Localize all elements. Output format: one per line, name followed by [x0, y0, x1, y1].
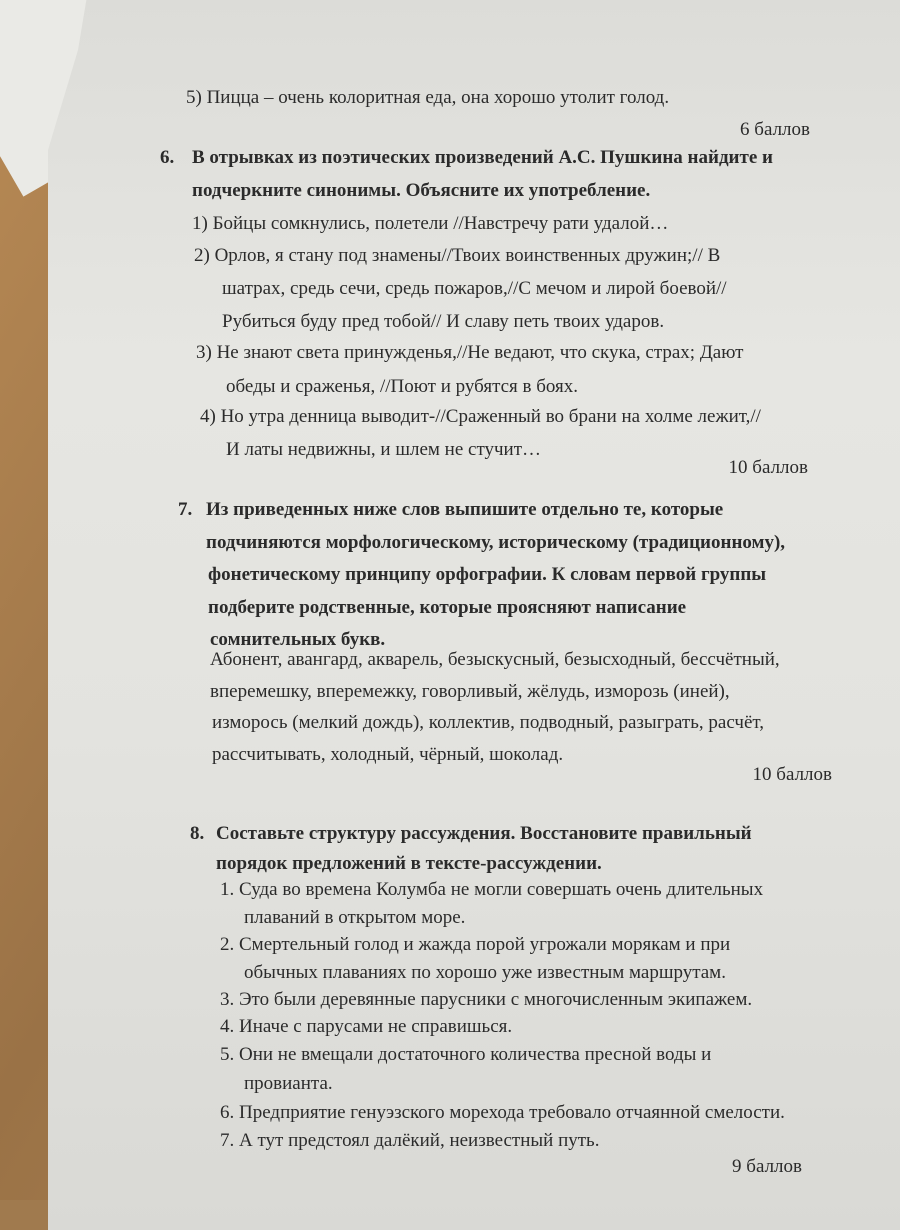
q7-number: 7.: [178, 499, 193, 520]
q8-item: 2. Смертельный голод и жажда порой угрожали морякам и при: [220, 934, 731, 955]
q6-item: Рубиться буду пред тобой// И славу петь твоих ударов.: [222, 311, 665, 332]
q8-item: 1. Суда во времена Колумба не могли совершать очень длительных: [220, 879, 764, 900]
q7-title-line: фонетическому принципу орфографии. К словам первой группы: [208, 564, 767, 585]
q6-item: обеды и сраженья, //Поют и рубятся в боях.: [226, 376, 579, 397]
q7-title-line: сомнительных букв.: [210, 629, 386, 650]
q8-title-line-2: порядок предложений в тексте-рассуждении.: [216, 853, 602, 874]
q7-title-line: Из приведенных ниже слов выпишите отдельно те, которые: [206, 499, 724, 520]
q8-number: 8.: [190, 823, 205, 844]
q6-number: 6.: [160, 147, 175, 168]
q6-title-line-1: В отрывках из поэтических произведений А.С. Пушкина найдите и: [192, 147, 773, 168]
q8-item: 7. А тут предстоял далёкий, неизвестный путь.: [220, 1130, 600, 1151]
q8-item: 6. Предприятие генуэзского морехода требовало отчаянной смелости.: [220, 1102, 785, 1123]
q6-item: 4) Но утра денница выводит-//Сраженный во брани на холме лежит,//: [200, 406, 761, 427]
q6-score: 10 баллов: [728, 457, 808, 478]
q6-item: 1) Бойцы сомкнулись, полетели //Навстречу рати удалой…: [192, 213, 669, 234]
q7-words-line: рассчитывать, холодный, чёрный, шоколад.: [212, 744, 564, 765]
q8-item: 3. Это были деревянные парусники с многочисленным экипажем.: [220, 989, 753, 1010]
q6-item: шатрах, средь сечи, средь пожаров,//С мечом и лирой боевой//: [222, 278, 727, 299]
q7-score: 10 баллов: [752, 764, 832, 785]
q7-title-line: подберите родственные, которые проясняют написание: [208, 597, 687, 618]
q7-title-line: подчиняются морфологическому, историческому (традиционному),: [206, 532, 786, 553]
q5-score: 6 баллов: [740, 119, 810, 140]
q6-title-line-2: подчеркните синонимы. Объясните их употребление.: [192, 180, 651, 201]
q8-score: 9 баллов: [732, 1156, 802, 1177]
q8-item: 5. Они не вмещали достаточного количества пресной воды и: [220, 1044, 712, 1065]
q8-title-line-1: Составьте структуру рассуждения. Восстановите правильный: [216, 823, 752, 844]
q8-item: плаваний в открытом море.: [244, 907, 466, 928]
q5-item-5: 5) Пицца – очень колоритная еда, она хорошо утолит голод.: [186, 87, 670, 108]
q6-item: 3) Не знают света принужденья,//Не ведают, что скука, страх; Дают: [196, 342, 744, 363]
q8-item: провианта.: [244, 1073, 333, 1094]
q8-item: 4. Иначе с парусами не справишься.: [220, 1016, 513, 1037]
q7-words-line: изморось (мелкий дождь), коллектив, подводный, разыграть, расчёт,: [212, 712, 765, 733]
q7-words-line: Абонент, авангард, акварель, безыскусный, безысходный, бессчётный,: [210, 649, 780, 670]
q6-item: 2) Орлов, я стану под знамены//Твоих воинственных дружин;// В: [194, 245, 721, 266]
q6-item: И латы недвижны, и шлем не стучит…: [226, 439, 542, 460]
q7-words-line: вперемешку, вперемежку, говорливый, жёлудь, изморозь (иней),: [210, 681, 730, 702]
q8-item: обычных плаваниях по хорошо уже известным маршрутам.: [244, 962, 726, 983]
